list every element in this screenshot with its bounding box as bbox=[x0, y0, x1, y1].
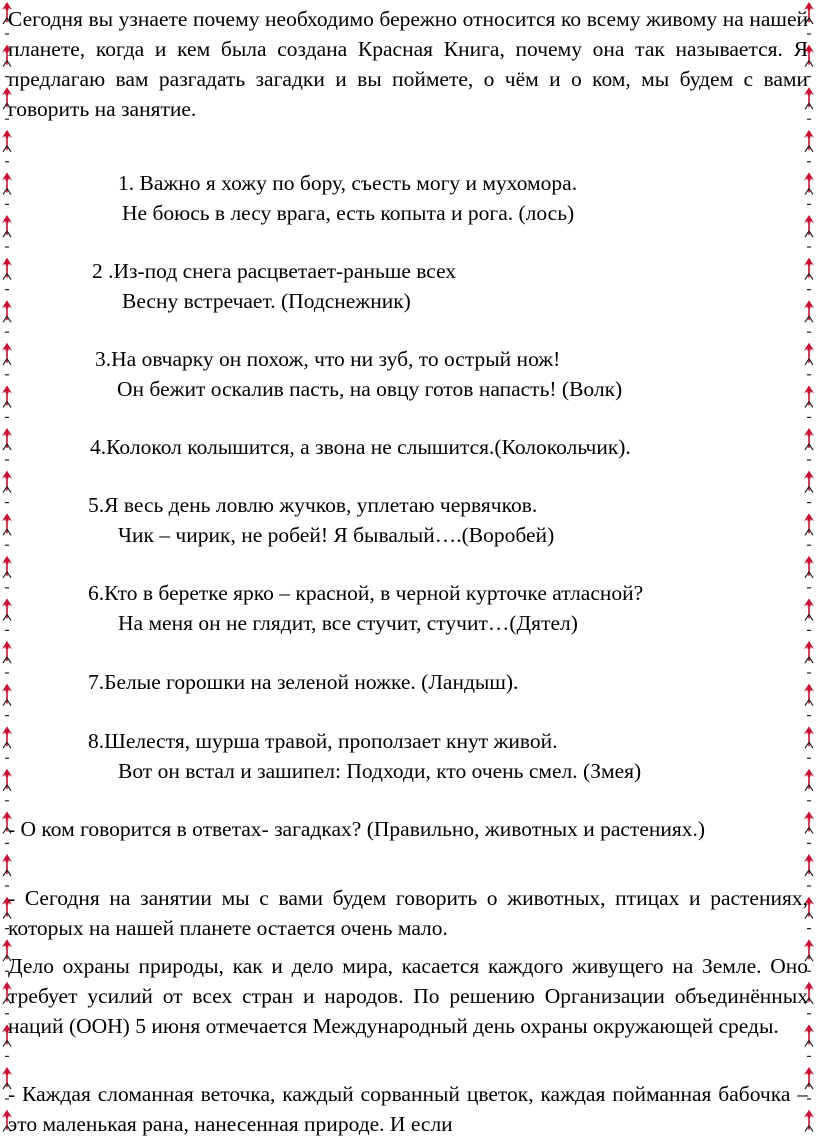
red-arrow-border-icon bbox=[2, 428, 12, 450]
red-arrow-border-icon bbox=[804, 854, 814, 876]
broken-branch-paragraph: - Каждая сломанная веточка, каждый сорванный цветок, каждая пойманная бабочка – это маленькая рана, нанесенная природе. И если bbox=[8, 1082, 808, 1136]
red-arrow-border-icon bbox=[804, 300, 814, 322]
red-arrow-border-icon bbox=[2, 385, 12, 407]
red-arrow-border-icon bbox=[2, 513, 12, 535]
red-arrow-border-icon bbox=[804, 556, 814, 578]
riddle-2-line2: Весну встречает. (Подснежник) bbox=[122, 289, 411, 313]
red-arrow-border-icon bbox=[2, 556, 12, 578]
riddle-7-line1: 7.Белые горошки на зеленой ножке. (Ландыш). bbox=[88, 670, 519, 694]
red-arrow-border-icon bbox=[804, 471, 814, 493]
riddle-5 bbox=[88, 490, 554, 550]
riddle-8-line1: 8.Шелестя, шурша травой, проползает кнут живой. bbox=[88, 729, 558, 753]
riddle-4 bbox=[90, 432, 631, 462]
red-arrow-border-icon bbox=[804, 641, 814, 663]
red-arrow-border-icon bbox=[2, 684, 12, 706]
red-arrow-border-icon bbox=[804, 130, 814, 152]
red-arrow-border-icon bbox=[2, 215, 12, 237]
red-arrow-border-icon bbox=[2, 300, 12, 322]
protection-paragraph: Дело охраны природы, как и дело мира, касается каждого живущего на Земле. Оно требует усилий от всех стран и народов. По решению Организации объединённых наций (ООН) 5 июня отмечается Международный день охраны окружающей среды. bbox=[8, 954, 808, 1038]
red-arrow-border-icon bbox=[804, 513, 814, 535]
riddle-3 bbox=[95, 344, 622, 404]
riddle-5-line1: 5.Я весь день ловлю жучков, уплетаю червячков. bbox=[88, 493, 538, 517]
red-arrow-border-icon bbox=[2, 130, 12, 152]
red-arrow-border-icon bbox=[804, 343, 814, 365]
riddle-1-line1: 1. Важно я хожу по бору, съесть могу и мухомора. bbox=[118, 171, 578, 195]
intro-paragraph: Сегодня вы узнаете почему необходимо бережно относится ко всему живому на нашей планете, когда и кем была создана Красная Книга, почему она так называется. Я предлагаю вам разгадать загадки и вы поймете, о чём и о ком, мы будем с вами говорить на занятие. bbox=[8, 7, 808, 121]
riddle-1-line2: Не боюсь в лесу врага, есть копыта и рога. (лось) bbox=[122, 201, 575, 225]
today-paragraph: - Сегодня на занятии мы с вами будем говорить о животных, птицах и растениях, которых на нашей планете остается очень мало. bbox=[8, 886, 808, 940]
red-arrow-border-icon bbox=[804, 598, 814, 620]
red-arrow-border-icon bbox=[2, 598, 12, 620]
red-arrow-border-icon bbox=[804, 428, 814, 450]
riddle-2-line1: 2 .Из-под снега расцветает-раньше всех bbox=[92, 259, 457, 283]
riddle-7 bbox=[88, 667, 518, 697]
question-paragraph: - О ком говорится в ответах- загадках? (Правильно, животных и растениях.) bbox=[8, 817, 706, 841]
riddle-6-line2: На меня он не глядит, все стучит, стучит…(Дятел) bbox=[118, 611, 578, 635]
red-arrow-border-icon bbox=[804, 769, 814, 791]
riddle-1 bbox=[118, 168, 577, 228]
riddle-3-line1: 3.На овчарку он похож, что ни зуб, то острый нож! bbox=[95, 347, 561, 371]
red-arrow-border-icon bbox=[2, 769, 12, 791]
red-arrow-border-icon bbox=[2, 641, 12, 663]
red-arrow-border-icon bbox=[804, 726, 814, 748]
riddle-6-line1: 6.Кто в беретке ярко – красной, в черной курточке атласной? bbox=[88, 581, 644, 605]
riddle-4-line1: 4.Колокол колышится, а звона не слышится.(Колокольчик). bbox=[90, 435, 631, 459]
red-arrow-border-icon bbox=[2, 854, 12, 876]
riddle-8-line2: Вот он встал и зашипел: Подходи, кто очень смел. (Змея) bbox=[118, 759, 642, 783]
red-arrow-border-icon bbox=[804, 385, 814, 407]
red-arrow-border-icon bbox=[804, 258, 814, 280]
riddle-2 bbox=[92, 256, 456, 316]
red-arrow-border-icon bbox=[804, 684, 814, 706]
red-arrow-border-icon bbox=[2, 172, 12, 194]
red-arrow-border-icon bbox=[2, 726, 12, 748]
riddle-6 bbox=[88, 578, 643, 638]
red-arrow-border-icon bbox=[2, 343, 12, 365]
red-arrow-border-icon bbox=[804, 215, 814, 237]
riddle-5-line2: Чик – чирик, не робей! Я бывалый….(Воробей) bbox=[118, 523, 555, 547]
red-arrow-border-icon bbox=[2, 471, 12, 493]
red-arrow-border-icon bbox=[2, 258, 12, 280]
red-arrow-border-icon bbox=[804, 172, 814, 194]
riddle-3-line2: Он бежит оскалив пасть, на овцу готов напасть! (Волк) bbox=[117, 377, 623, 401]
riddle-8 bbox=[88, 726, 641, 786]
